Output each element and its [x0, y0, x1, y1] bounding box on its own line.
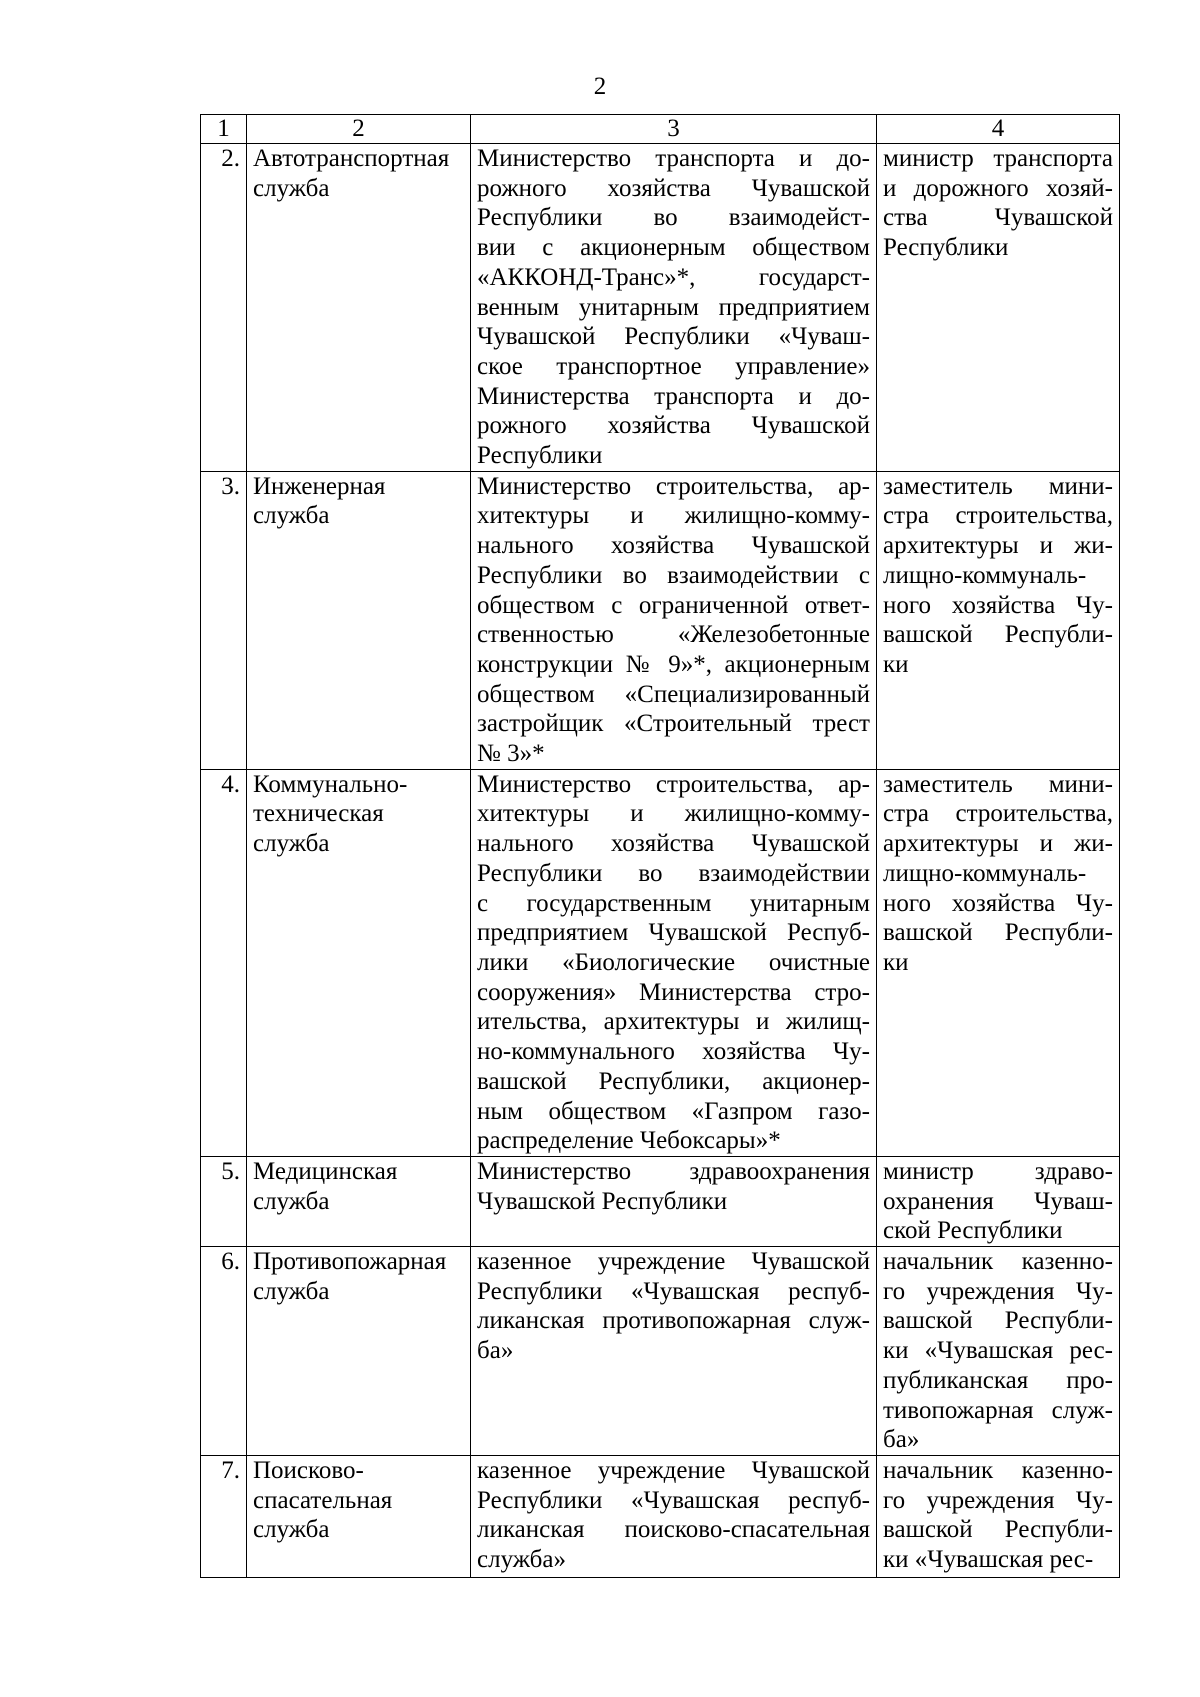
service-name-line: техническая: [253, 800, 384, 828]
responsible-organization-line: но-коммунального хозяйства Чу-: [477, 1038, 870, 1066]
service-head: [877, 1247, 1120, 1456]
service-name: [247, 144, 471, 472]
responsible-organization-line: вашской Республики, акционер-: [477, 1067, 870, 1095]
table-row: [201, 1156, 1120, 1246]
service-head-line: лищно-коммуналь-: [883, 561, 1087, 589]
service-name-line: служба: [253, 1516, 330, 1544]
service-head: [877, 1455, 1120, 1577]
service-name: [247, 471, 471, 769]
responsible-organization-line: лики «Биологические очистные: [477, 948, 870, 976]
service-name-line: служба: [253, 830, 330, 858]
table-row: [201, 1247, 1120, 1456]
responsible-organization-line: застройщик «Строительный трест: [477, 710, 870, 738]
service-name-line: Автотранспортная: [253, 145, 450, 172]
responsible-organization-line: венным унитарным предприятием: [477, 293, 870, 321]
service-name-line: служба: [253, 1187, 330, 1215]
service-head-line: ба»: [883, 1426, 920, 1454]
responsible-organization-line: казенное учреждение Чувашской: [477, 1456, 870, 1484]
table-body: [201, 144, 1120, 1578]
responsible-organization-line: Чувашской Республики: [477, 1187, 728, 1215]
column-header-3: 3: [471, 115, 877, 144]
responsible-organization-line: ным обществом «Газпром газо-: [477, 1097, 870, 1125]
service-head-line: вашской Республи-: [883, 1516, 1113, 1544]
service-head-line: лищно-коммуналь-: [883, 859, 1087, 887]
service-name: [247, 1455, 471, 1577]
responsible-organization: [471, 471, 877, 769]
service-name-line: Медицинская: [253, 1157, 398, 1185]
service-name: [247, 1247, 471, 1456]
responsible-organization: [471, 1455, 877, 1577]
service-head-line: заместитель мини-: [883, 770, 1113, 798]
service-head-line: го учреждения Чу-: [883, 1486, 1113, 1514]
service-head-line: архитектуры и жи-: [883, 830, 1113, 858]
responsible-organization-line: Республики «Чувашская респуб-: [477, 1486, 870, 1514]
responsible-organization-line: Министерство здравоохранения: [477, 1157, 870, 1185]
service-head-line: публиканская про-: [883, 1366, 1113, 1394]
service-head-line: ного хозяйства Чу-: [883, 591, 1113, 619]
responsible-organization-line: ликанская противопожарная служ-: [477, 1307, 870, 1335]
responsible-organization-line: Министерство транспорта и до-: [477, 145, 870, 172]
service-head-line: го учреждения Чу-: [883, 1277, 1113, 1305]
service-head-line: вашской Республи-: [883, 621, 1113, 649]
column-header-1: 1: [201, 115, 247, 144]
service-head-line: министр здраво-: [883, 1157, 1113, 1185]
service-name-line: Поисково-: [253, 1456, 364, 1484]
responsible-organization-line: Республики во взаимодейст-: [477, 204, 870, 232]
responsible-organization-line: хитектуры и жилищно-комму-: [477, 800, 870, 828]
service-head: [877, 471, 1120, 769]
service-name-line: служба: [253, 502, 330, 530]
responsible-organization-line: ственностью «Железобетонные: [477, 621, 870, 649]
row-number: 7.: [201, 1455, 247, 1577]
responsible-organization-line: с государственным унитарным: [477, 889, 870, 917]
responsible-organization-line: ское транспортное управление»: [477, 352, 870, 380]
responsible-organization-line: ительства, архитектуры и жилищ-: [477, 1008, 870, 1036]
responsible-organization-line: вии с акционерным обществом: [477, 234, 870, 262]
responsible-organization-line: Республики во взаимодействии с: [477, 561, 870, 589]
responsible-organization-line: сооружения» Министерства стро-: [477, 978, 870, 1006]
responsible-organization-line: обществом с ограниченной ответ-: [477, 591, 870, 619]
service-head-line: ки: [883, 650, 909, 678]
service-head: [877, 144, 1120, 472]
responsible-organization-line: предприятием Чувашской Респуб-: [477, 919, 870, 947]
responsible-organization-line: Чувашской Республики «Чуваш-: [477, 323, 870, 351]
row-number: 2.: [201, 144, 247, 472]
service-name: [247, 1156, 471, 1246]
service-head-line: архитектуры и жи-: [883, 532, 1113, 560]
service-head-line: ской Республики: [883, 1217, 1063, 1245]
service-head-line: заместитель мини-: [883, 472, 1113, 500]
responsible-organization-line: нального хозяйства Чувашской: [477, 830, 870, 858]
row-number: 3.: [201, 471, 247, 769]
responsible-organization: [471, 1247, 877, 1456]
service-head-line: тивопожарная служ-: [883, 1396, 1113, 1424]
table-row: [201, 769, 1120, 1156]
responsible-organization-line: Министерство строительства, ар-: [477, 770, 870, 798]
service-head-line: начальник казенно-: [883, 1248, 1113, 1276]
service-head-line: ки: [883, 948, 909, 976]
service-name-line: Коммунально-: [253, 770, 408, 798]
service-head-line: ства Чувашской: [883, 204, 1113, 232]
table-header: [201, 115, 1120, 144]
service-head-line: стра строительства,: [883, 502, 1113, 530]
service-name-line: Противопожарная: [253, 1248, 447, 1276]
responsible-organization: [471, 1156, 877, 1246]
responsible-organization-line: служба»: [477, 1546, 567, 1574]
service-name-line: спасательная: [253, 1486, 393, 1514]
table-row: [201, 144, 1120, 472]
service-head-line: стра строительства,: [883, 800, 1113, 828]
page-number: 2: [593, 73, 607, 100]
service-head-line: министр транспорта: [883, 145, 1113, 172]
responsible-organization-line: № 3»*: [477, 740, 545, 768]
service-name-line: Инженерная: [253, 472, 386, 500]
responsible-organization-line: конструкции № 9»*, акционерным: [477, 650, 870, 678]
row-number: 4.: [201, 769, 247, 1156]
service-head-line: вашской Республи-: [883, 919, 1113, 947]
responsible-organization-line: ликанская поисково-спасательная: [477, 1516, 870, 1544]
service-head-line: начальник казенно-: [883, 1456, 1113, 1484]
service-head-line: вашской Республи-: [883, 1307, 1113, 1335]
service-head: [877, 1156, 1120, 1246]
table-header-row: [201, 115, 1120, 144]
responsible-organization-line: обществом «Специализированный: [477, 680, 870, 708]
service-head-line: Республики: [883, 234, 1009, 262]
service-head-line: ного хозяйства Чу-: [883, 889, 1113, 917]
responsible-organization-line: рожного хозяйства Чувашской: [477, 412, 870, 440]
responsible-organization-line: «АККОНД-Транс»*, государст-: [477, 263, 870, 291]
responsible-organization-line: Министерства транспорта и до-: [477, 382, 870, 410]
table-row: [201, 1455, 1120, 1577]
service-head: [877, 769, 1120, 1156]
responsible-organization-line: казенное учреждение Чувашской: [477, 1248, 870, 1276]
responsible-organization: [471, 144, 877, 472]
responsible-organization: [471, 769, 877, 1156]
responsible-organization-line: ба»: [477, 1337, 514, 1365]
responsible-organization-line: Республики: [477, 442, 603, 470]
row-number: 6.: [201, 1247, 247, 1456]
table-row: [201, 471, 1120, 769]
service-head-line: и дорожного хозяй-: [883, 174, 1113, 202]
service-head-line: ки «Чувашская рес-: [883, 1546, 1094, 1574]
responsible-organization-line: нального хозяйства Чувашской: [477, 532, 870, 560]
column-header-2: 2: [247, 115, 471, 144]
responsible-organization-line: хитектуры и жилищно-комму-: [477, 502, 870, 530]
column-header-4: 4: [877, 115, 1120, 144]
service-head-line: охранения Чуваш-: [883, 1187, 1113, 1215]
responsible-organization-line: Республики во взаимодействии: [477, 859, 870, 887]
responsible-organization-line: Министерство строительства, ар-: [477, 472, 870, 500]
responsible-organization-line: распределение Чебоксары»*: [477, 1127, 781, 1155]
responsible-organization-line: Республики «Чувашская респуб-: [477, 1277, 870, 1305]
service-head-line: ки «Чувашская рес-: [883, 1337, 1113, 1365]
services-table: [200, 114, 1120, 1578]
service-name-line: служба: [253, 174, 330, 202]
responsible-organization-line: рожного хозяйства Чувашской: [477, 174, 870, 202]
service-name-line: служба: [253, 1277, 330, 1305]
row-number: 5.: [201, 1156, 247, 1246]
service-name: [247, 769, 471, 1156]
